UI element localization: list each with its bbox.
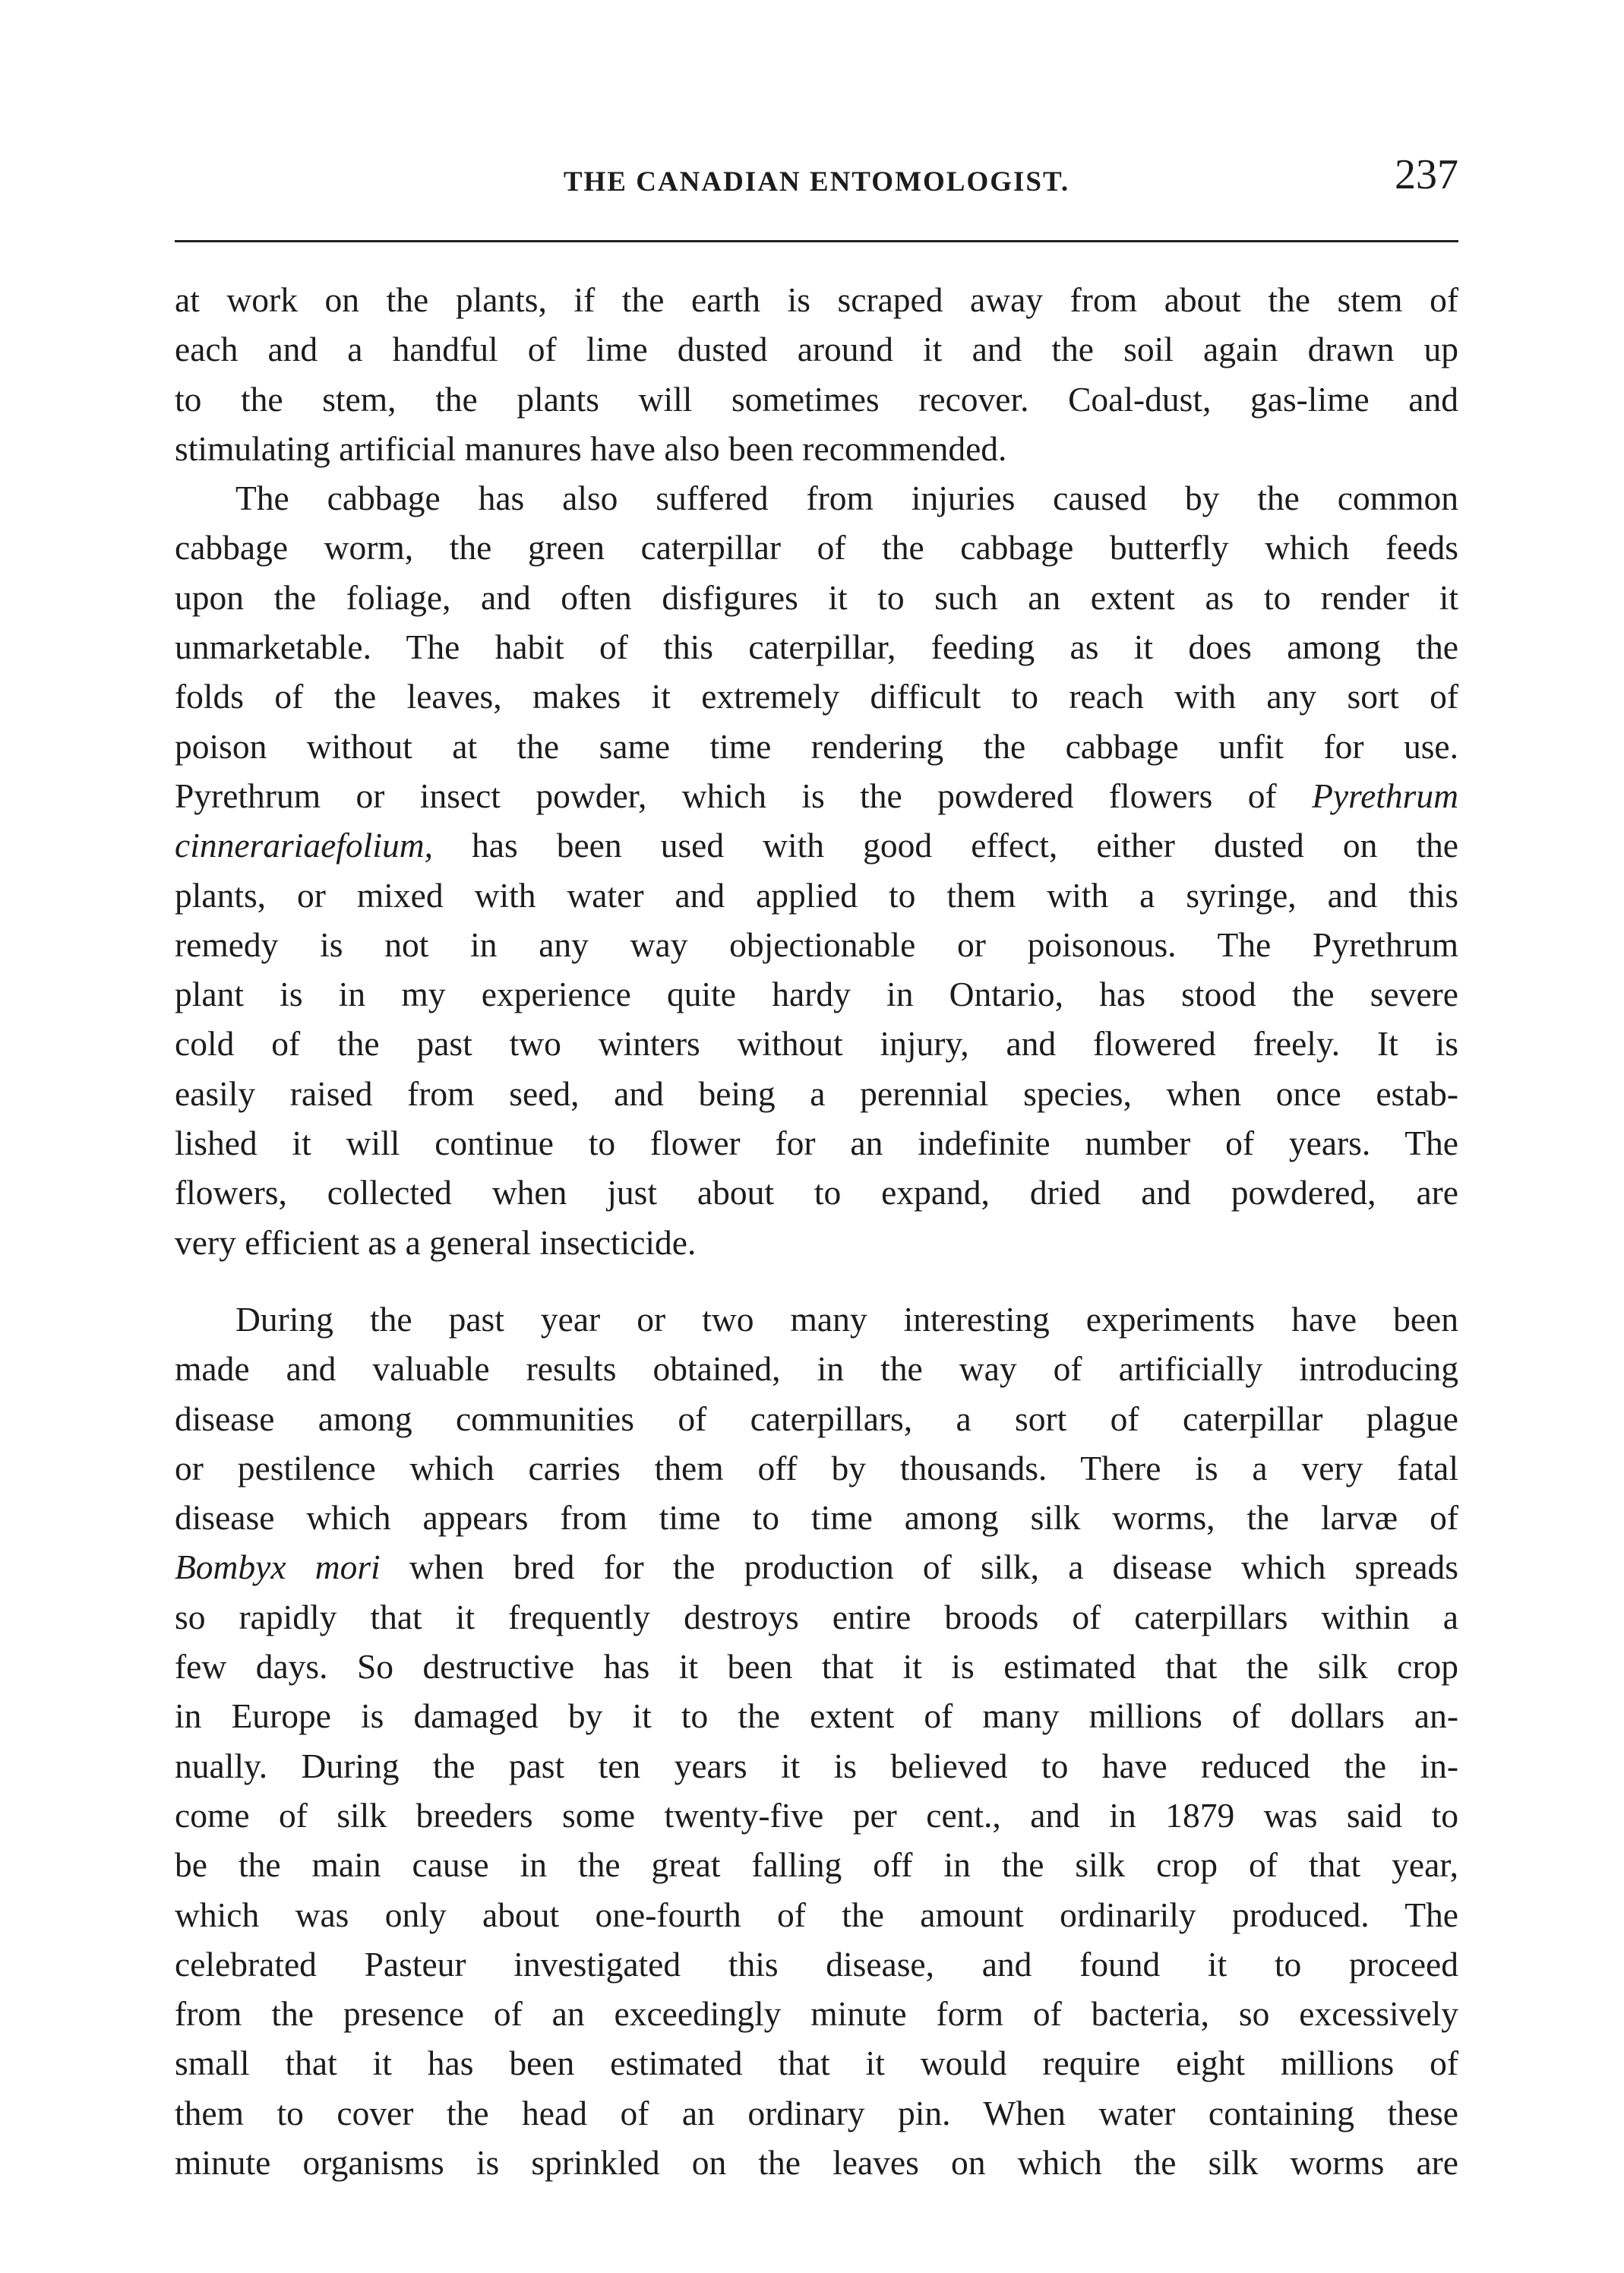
- text-line: be the main cause in the great falling off in the silk crop of that year,: [175, 1845, 1458, 1885]
- text-line: easily raised from seed, and being a perennial species, when once estab-: [175, 1073, 1458, 1113]
- species-name-italic: Pyrethrum: [1312, 776, 1458, 815]
- text-line: disease which appears from time to time among silk worms, the larvæ of: [175, 1498, 1458, 1538]
- text-line: flowers, collected when just about to expand, dried and powdered, are: [175, 1173, 1458, 1212]
- page-number: 237: [1395, 151, 1458, 198]
- text-line: few days. So destructive has it been that it is estimated that the silk crop: [175, 1647, 1458, 1687]
- body-text: [175, 275, 1458, 2187]
- text-line: small that it has been estimated that it would require eight millions of: [175, 2044, 1458, 2083]
- text-line: at work on the plants, if the earth is scraped away from about the stem of: [175, 280, 1458, 319]
- text-line: [175, 820, 1458, 870]
- text-line: or pestilence which carries them off by thousands. There is a very fatal: [175, 1448, 1458, 1487]
- text-line: nually. During the past ten years it is believed to have reduced the in-: [175, 1746, 1458, 1785]
- text-line: to the stem, the plants will sometimes recover. Coal-dust, gas-lime and: [175, 379, 1458, 419]
- journal-title: THE CANADIAN ENTOMOLOGIST.: [563, 166, 1070, 198]
- species-name-italic: Bombyx mori: [175, 1547, 381, 1587]
- text-line: unmarketable. The habit of this caterpillar, feeding as it does among the: [175, 628, 1458, 667]
- text-line: cold of the past two winters without injury, and flowered freely. It is: [175, 1024, 1458, 1064]
- text-line: made and valuable results obtained, in the way of artificially introducing: [175, 1349, 1458, 1389]
- line-text: when bred for the production of silk, a disease which spreads: [380, 1547, 1458, 1587]
- text-line: disease among communities of caterpillars, a sort of caterpillar plague: [175, 1399, 1458, 1438]
- text-line: minute organisms is sprinkled on the leaves on which the silk worms are: [175, 2142, 1458, 2182]
- text-line: [175, 1542, 1458, 1592]
- species-name-italic: cinnerariaefolium,: [175, 826, 433, 865]
- paragraph-3: [175, 1295, 1458, 2187]
- text-line: very efficient as a general insecticide.: [175, 1222, 697, 1262]
- text-line: The cabbage has also suffered from injuries caused by the common: [235, 479, 1458, 518]
- text-line: from the presence of an exceedingly minute form of bacteria, so excessively: [175, 1994, 1458, 2034]
- text-line: them to cover the head of an ordinary pin. When water containing these: [175, 2093, 1458, 2132]
- text-line: During the past year or two many interesting experiments have been: [235, 1299, 1458, 1339]
- line-text: has been used with good effect, either dusted on the: [432, 826, 1458, 865]
- header-rule: [175, 240, 1458, 242]
- text-line: each and a handful of lime dusted around it and the soil again drawn up: [175, 330, 1458, 369]
- text-line: poison without at the same time rendering the cabbage unfit for use.: [175, 726, 1458, 766]
- text-line: celebrated Pasteur investigated this disease, and found it to proceed: [175, 1944, 1458, 1984]
- text-line: in Europe is damaged by it to the extent of many millions of dollars an-: [175, 1696, 1458, 1736]
- text-line: lished it will continue to flower for an indefinite number of years. The: [175, 1124, 1458, 1163]
- line-text: Pyrethrum or insect powder, which is the powdered flowers of: [175, 776, 1313, 815]
- paragraph-2: [175, 473, 1458, 1267]
- paragraph-1: [175, 275, 1458, 473]
- text-line: which was only about one-fourth of the amount ordinarily produced. The: [175, 1895, 1458, 1934]
- running-head: [175, 152, 1458, 213]
- text-line: come of silk breeders some twenty-five per cent., and in 1879 was said to: [175, 1795, 1458, 1835]
- text-line: stimulating artificial manures have also been recommended.: [175, 428, 1007, 468]
- text-line: so rapidly that it frequently destroys entire broods of caterpillars within a: [175, 1597, 1458, 1636]
- text-line: upon the foliage, and often disfigures it to such an extent as to render it: [175, 577, 1458, 617]
- text-line: folds of the leaves, makes it extremely difficult to reach with any sort of: [175, 677, 1458, 716]
- text-line: remedy is not in any way objectionable or poisonous. The Pyrethrum: [175, 925, 1458, 964]
- text-line: plants, or mixed with water and applied to them with a syringe, and this: [175, 875, 1458, 915]
- text-line: cabbage worm, the green caterpillar of the cabbage butterfly which feeds: [175, 528, 1458, 567]
- text-line: [175, 771, 1458, 820]
- text-line: plant is in my experience quite hardy in Ontario, has stood the severe: [175, 975, 1458, 1014]
